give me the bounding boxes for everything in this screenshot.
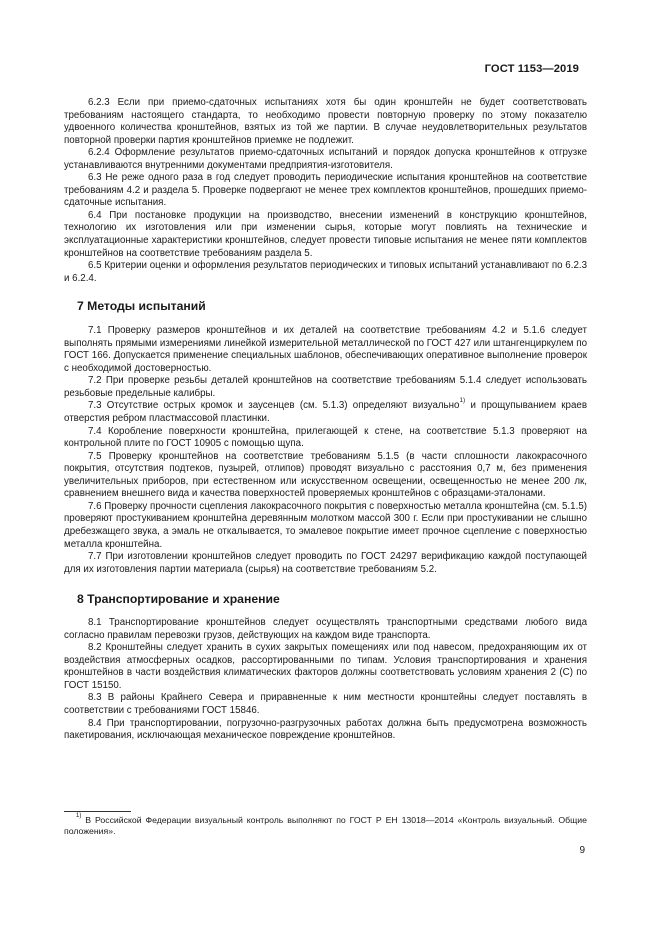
paragraph-8-1: 8.1 Транспортирование кронштейнов следует осуществлять транспортными средствами любого вида согласно правилам перевозки грузов, действующих на каждом виде транспорта.: [64, 617, 587, 641]
paragraph-7-7: 7.7 При изготовлении кронштейнов следует проводить по ГОСТ 24297 верификацию каждой поступающей для их изготовления партии материала (сырья) на соответствие требованиям 5.2.: [64, 551, 587, 575]
paragraph-6-2-3: 6.2.3 Если при приемо-сдаточных испытаниях хотя бы один кронштейн не будет соответствовать требованиям настоящего стандарта, то необходимо провести повторную проверку по этому показателю удвоенного количества кронштейнов, взятых из той же партии. В случае неудовлетворительных результатов повторной проверки партия кронштейнов приемке не подлежит.: [64, 97, 587, 146]
paragraph-6-5: 6.5 Критерии оценки и оформления результатов периодических и типовых испытаний устанавливают по 6.2.3 и 6.2.4.: [64, 260, 587, 284]
paragraph-7-3-end: и прощупыванием краев отверстия ребром пластмассовой пластинки.: [64, 400, 587, 425]
page-number: 9: [579, 845, 585, 856]
footnote-divider: [64, 811, 131, 812]
paragraph-8-3: 8.3 В районы Крайнего Севера и приравненные к ним местности кронштейны следует поставлять в соответствии с требованиями ГОСТ 15846.: [64, 692, 587, 716]
footnote: [64, 815, 587, 838]
footnote-reference: 1): [459, 397, 466, 405]
paragraph-7-2: 7.2 При проверке резьбы деталей кронштейнов на соответствие требованиям 5.1.4 следует использовать резьбовые предельные калибры.: [64, 375, 587, 399]
document-header: ГОСТ 1153—2019: [484, 63, 579, 75]
paragraph-7-1: 7.1 Проверку размеров кронштейнов и их деталей на соответствие требованиям 4.2 и 5.1.6 следует выполнять прямыми измерениями линейкой измерительной металлической по ГОСТ 427 или штангенциркулем по ГОСТ 166. Допускается применение специальных шаблонов, обеспечивающих оперативное выполнение проверок с необходимой достоверностью.: [64, 325, 587, 374]
paragraph-7-3: [64, 397, 587, 425]
footnote-marker: 1): [76, 813, 82, 819]
section-8-heading: 8 Транспортирование и хранение: [77, 592, 280, 607]
paragraph-7-4: 7.4 Коробление поверхности кронштейна, прилегающей к стене, на соответствие 5.1.3 проверяют на контрольной плите по ГОСТ 10905 с помощью щупа.: [64, 425, 587, 450]
paragraph-6-2-4: 6.2.4 Оформление результатов приемо-сдаточных испытаний и порядок допуска кронштейнов к отгрузке устанавливаются внутренними документами предприятия-изготовителя.: [64, 147, 587, 171]
paragraph-7-3-start: 7.3 Отсутствие острых кромок и заусенцев (см. 5.1.3) определяют визуально: [88, 400, 460, 412]
document-body: [64, 97, 587, 743]
paragraph-6-4: 6.4 При постановке продукции на производство, внесении изменений в конструкцию кронштейнов, технологию их изготовления или при изменении сырья, которые могут повлиять на технические и эксплуатационные характеристики кронштейнов, следует провести типовые испытания не менее пяти комплектов кронштейнов на соответствие требованиям раздела 5.: [64, 209, 587, 259]
paragraph-7-6: 7.6 Проверку прочности сцепления лакокрасочного покрытия с поверхностью металла кронштейна (см. 5.1.5) проверяют простукиванием кронштейна деревянным молотком массой 300 г. Если при простукивании не слышно дребезжащего звука, а эмаль не откалывается, то эмалевое покрытие имеет прочное сцепление с поверхностью металла кронштейна.: [64, 500, 587, 550]
footnote-text: В Российской Федерации визуальный контроль выполняют по ГОСТ Р ЕН 13018—2014 «Контроль визуальный. Общие положения».: [64, 815, 587, 837]
paragraph-7-5: 7.5 Проверку кронштейнов на соответствие требованиям 5.1.5 (в части сплошности лакокрасочного покрытия, отсутствия подтеков, пузырей, отлипов) проводят визуально с расстояния 0,7 м, без применения увеличительных приборов, при естественном или искусственном освещении, освещенностью не менее 200 лк, сравнением внешнего вида и качества поверхностей проверяемых кронштейнов с образцами-эталонами.: [64, 450, 587, 500]
paragraph-8-4: 8.4 При транспортировании, погрузочно-разгрузочных работах должна быть предусмотрена возможность пакетирования, исключающая механическое повреждение кронштейнов.: [64, 717, 587, 742]
section-7-heading: 7 Методы испытаний: [77, 299, 206, 314]
paragraph-8-2: 8.2 Кронштейны следует хранить в сухих закрытых помещениях или под навесом, предохраняющим их от воздействия атмосферных осадков, рассортированными по типам. Условия транспортирования и хранения кронштейнов в части воздействия климатических факторов должны соответствовать условиям хранения 2 (С) по ГОСТ 15150.: [64, 642, 587, 691]
paragraph-6-3: 6.3 Не реже одного раза в год следует проводить периодические испытания кронштейнов на соответствие требованиям 4.2 и раздела 5. Проверке подвергают не менее трех комплектов кронштейнов, прошедших приемо-сдаточные испытания.: [64, 172, 587, 209]
